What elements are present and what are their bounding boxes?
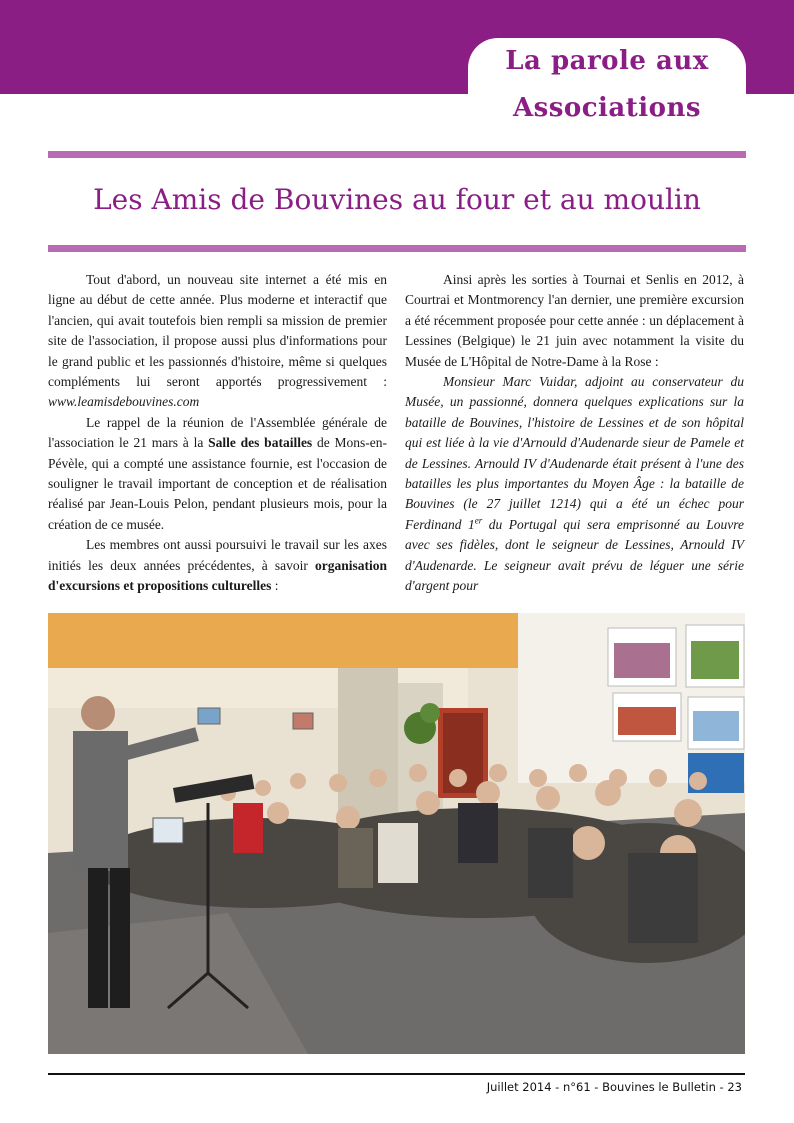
paragraph: Tout d'abord, un nouveau site internet a été mis en ligne au début de cette année. Plus moderne et interactif que l'ancien, qui avait toutefois bien rempli sa mission de premier site de l'association, il propose aussi plus d'informations pour le grand public et les passionnés d'histoire, même si quelques compléments lui seront apportés progressivement : www.leamisdebouvines.com — [48, 272, 387, 410]
section-title-line2: Associations — [512, 93, 702, 123]
article-column-right — [405, 270, 744, 597]
audience-photo — [48, 613, 745, 1054]
page-footer: Juillet 2014 - n°61 - Bouvines le Bulletin - 23 — [486, 1080, 742, 1094]
footer-rule — [48, 1073, 745, 1075]
section-badge — [468, 38, 746, 126]
article-column-left — [48, 270, 387, 597]
paragraph: Le rappel de la réunion de l'Assemblée générale de l'association le 21 mars à la Salle des batailles de Mons-en-Pévèle, qui a compté une assistance fournie, est l'occasion de souligner le travail important de conception et de réalisation réalisé par Jean-Louis Pelon, pendant plusieurs mois, pour la création de ce musée. — [48, 414, 388, 532]
article-title: Les Amis de Bouvines au four et au moulin — [93, 183, 701, 216]
poster — [686, 625, 744, 687]
paragraph: Monsieur Marc Vuidar, adjoint au conservateur du Musée, un passionné, donnera quelques explications sur la bataille de Bouvines, l'histoire de Lessines et de son hôpital qui est liée à la vie d'Arnould d'Audenarde sieur de Pamele et de Lessines. Arnould IV d'Audenarde était présent à l'une des batailles les plus importantes du Moyen Âge : la bataille de Bouvines (le 27 juillet 1214) qui a été un échec pour Ferdinand 1er du Portugal qui sera emprisonné au Louvre avec ses fidèles, dont le seigneur de Lessines, Arnould IV d'Audenarde. Le seigneur avait prévu de léguer une série d'argent pour — [405, 374, 744, 594]
website-link[interactable]: www.leamisdebouvines.com — [48, 394, 200, 410]
paragraph: Ainsi après les sorties à Tournai et Senlis en 2012, à Courtrai et Montmorency l'an dernier, une première excursion a été récemment proposée pour cette année : un déplacement à Lessines (Belgique) le 21 juin avec notamment la visite du Musée de L'Hôpital de Notre-Dame à la Rose : — [405, 272, 744, 369]
title-rule-top — [48, 151, 746, 158]
poster — [613, 693, 681, 741]
title-rule-bottom — [48, 245, 746, 252]
poster — [688, 697, 744, 749]
section-title-line1: La parole aux — [505, 46, 709, 76]
poster — [608, 628, 676, 686]
paragraph: Les membres ont aussi poursuivi le travail sur les axes initiés les deux années précédentes, à savoir organisation d'excursions et propositions culturelles : — [48, 537, 387, 594]
